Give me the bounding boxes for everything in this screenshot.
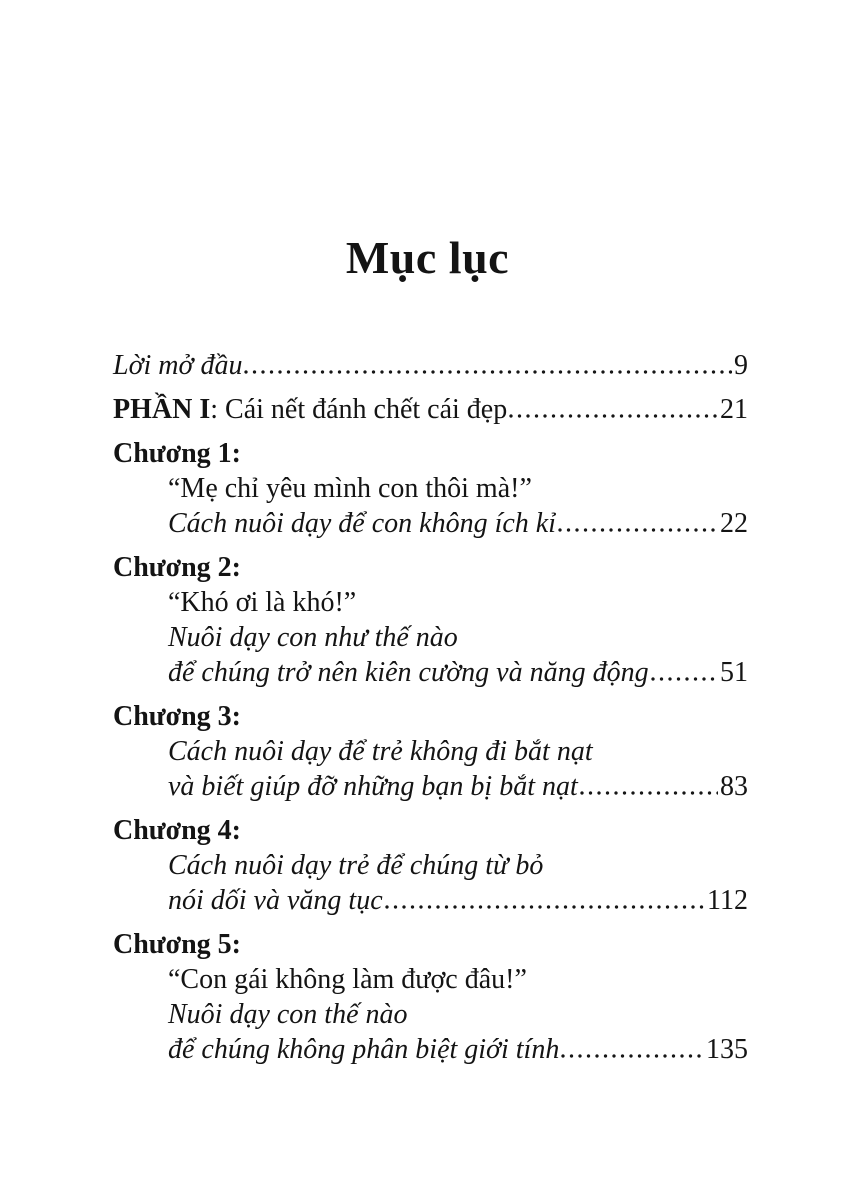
chapter-line: [113, 620, 748, 655]
chapter-line-text: “Khó ơi là khó!”: [168, 587, 357, 618]
page-number: 22: [720, 508, 748, 539]
page-number: 135: [706, 1034, 748, 1065]
toc-entry-1: [113, 436, 748, 541]
toc-entry-5: [113, 927, 748, 1067]
chapter-line-text: Nuôi dạy con như thế nào: [168, 622, 458, 653]
dot-leader: [561, 1054, 704, 1058]
page-number: 83: [720, 771, 748, 802]
chapter-line: [113, 962, 748, 997]
chapter-heading: Chương 1:: [113, 438, 241, 469]
dot-leader: [651, 677, 718, 681]
page-number: 9: [734, 350, 748, 381]
chapter-line: [113, 769, 748, 804]
chapter-line-text: “Con gái không làm được đâu!”: [168, 964, 527, 995]
chapter-line-text: và biết giúp đỡ những bạn bị bắt nạt: [168, 771, 578, 802]
entry-label-bold: PHẦN I: [113, 394, 211, 425]
dot-leader: [385, 905, 705, 909]
toc-entry-4: [113, 813, 748, 918]
chapter-heading: Chương 2:: [113, 552, 241, 583]
page-number: 51: [720, 657, 748, 688]
chapter-heading: Chương 5:: [113, 929, 241, 960]
toc-entry-front: [113, 348, 748, 383]
chapter-line-text: để chúng trở nên kiên cường và năng động: [168, 657, 649, 688]
page-number: 21: [720, 394, 748, 425]
chapter-heading: Chương 3:: [113, 701, 241, 732]
dot-leader: [580, 791, 718, 795]
chapter-line: [113, 1032, 748, 1067]
chapter-line-text: Cách nuôi dạy trẻ để chúng từ bỏ: [168, 850, 544, 881]
chapter-line: [113, 883, 748, 918]
entry-row: [113, 348, 748, 383]
dot-leader: [244, 370, 732, 374]
dot-leader: [509, 414, 718, 418]
page-title: Mục lục: [345, 232, 510, 283]
chapter-line: [113, 997, 748, 1032]
toc-entry-2: [113, 550, 748, 690]
chapter-line: [113, 655, 748, 690]
chapter-line-text: “Mẹ chỉ yêu mình con thôi mà!”: [168, 473, 532, 504]
chapter-line: [113, 585, 748, 620]
chapter-line-text: nói dối và văng tục: [168, 885, 383, 916]
chapter-line: [113, 848, 748, 883]
chapter-line: [113, 734, 748, 769]
chapter-line-text: Nuôi dạy con thế nào: [168, 999, 408, 1030]
toc-entry-part: [113, 392, 748, 427]
entry-row: [113, 392, 748, 427]
entry-label-rest: : Cái nết đánh chết cái đẹp: [210, 394, 508, 425]
chapter-line-text: Cách nuôi dạy để trẻ không đi bắt nạt: [168, 736, 593, 767]
dot-leader: [558, 528, 718, 532]
chapter-line: [113, 506, 748, 541]
chapter-line-text: để chúng không phân biệt giới tính: [168, 1034, 560, 1065]
chapter-line: [113, 471, 748, 506]
page-number: 112: [707, 885, 748, 916]
entry-label: Lời mở đầu: [113, 350, 243, 381]
toc-entry-3: [113, 699, 748, 804]
chapter-heading: Chương 4:: [113, 815, 241, 846]
toc-list: [113, 348, 748, 1067]
chapter-line-text: Cách nuôi dạy để con không ích kỉ: [168, 508, 557, 539]
